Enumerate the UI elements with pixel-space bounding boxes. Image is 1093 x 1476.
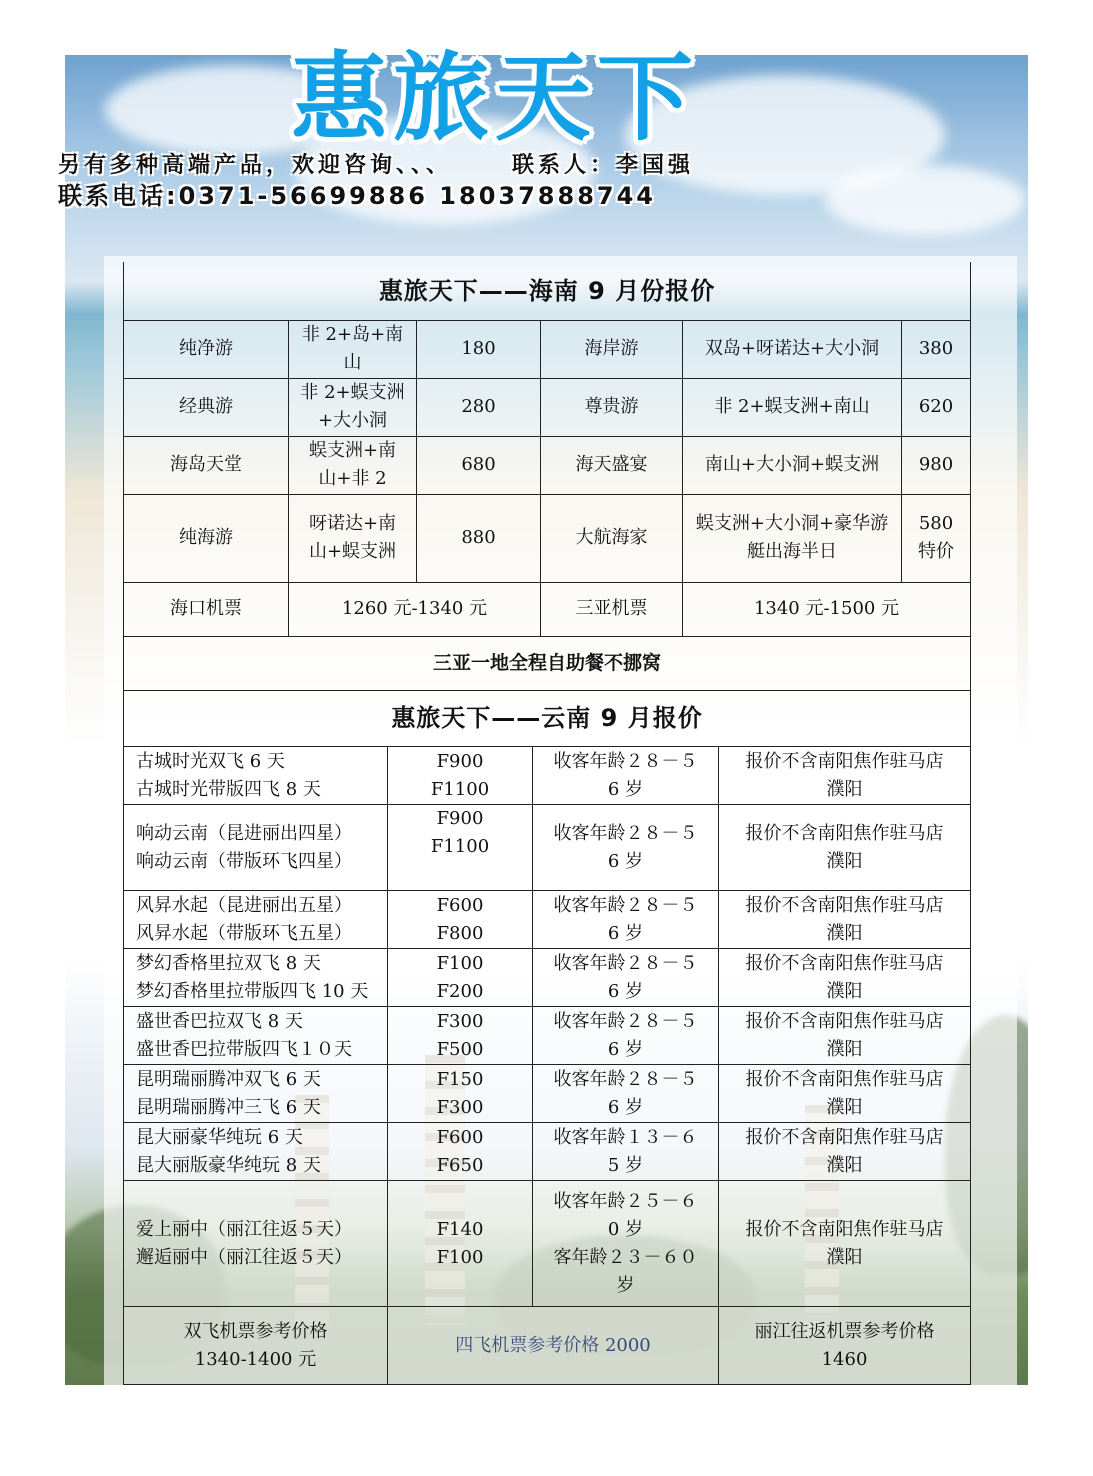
table-row	[124, 1181, 971, 1307]
price-remark: 报价不含南阳焦作驻马店 濮阳	[719, 1181, 971, 1307]
promo-text: 另有多种高端产品，欢迎咨询、、、	[58, 153, 453, 178]
table-row	[124, 1123, 971, 1181]
package-price: 680	[417, 436, 541, 494]
table-row	[124, 1065, 971, 1123]
age-limit: 收客年龄２８－５ 6 岁	[533, 805, 719, 891]
age-limit: 收客年龄２５－６ 0 岁 客年龄２３－６０ 岁	[533, 1181, 719, 1307]
package-price: 180	[417, 320, 541, 378]
contact-line-1	[58, 148, 694, 179]
contact-person: 联系人：李国强	[512, 153, 695, 178]
package-price: 620	[902, 378, 971, 436]
table-row	[124, 320, 971, 378]
route-names: 风昇水起（昆进丽出五星） 风昇水起（带版环飞五星）	[124, 891, 388, 949]
brand-title: 惠旅天下	[291, 42, 699, 154]
package-route: 呀诺达+南 山+蜈支洲	[289, 494, 417, 582]
ticket-label: 海口机票	[124, 582, 289, 636]
package-name: 大航海家	[541, 494, 683, 582]
route-prices: F900 F1100	[388, 747, 533, 805]
cloud-decoration	[825, 165, 1025, 235]
package-route: 双岛+呀诺达+大小洞	[683, 320, 902, 378]
route-prices: F600 F650	[388, 1123, 533, 1181]
price-remark: 报价不含南阳焦作驻马店 濮阳	[719, 805, 971, 891]
package-price: 880	[417, 494, 541, 582]
table-row	[124, 1007, 971, 1065]
route-prices: F150 F300	[388, 1065, 533, 1123]
route-prices: F140 F100	[388, 1181, 533, 1307]
package-route: 非 2+蜈支洲 +大小洞	[289, 378, 417, 436]
package-name: 海天盛宴	[541, 436, 683, 494]
yunnan-title-row	[124, 690, 971, 746]
package-name: 经典游	[124, 378, 289, 436]
price-remark: 报价不含南阳焦作驻马店 濮阳	[719, 1065, 971, 1123]
table-row	[124, 494, 971, 582]
age-limit: 收客年龄２８－５ 6 岁	[533, 891, 719, 949]
package-price: 380	[902, 320, 971, 378]
package-name: 尊贵游	[541, 378, 683, 436]
package-name: 纯海游	[124, 494, 289, 582]
package-route: 蜈支洲+大小洞+豪华游 艇出海半日	[683, 494, 902, 582]
price-remark: 报价不含南阳焦作驻马店 濮阳	[719, 1007, 971, 1065]
airfare-lijiang: 丽江往返机票参考价格 1460	[719, 1307, 971, 1385]
table-row	[124, 805, 971, 891]
table-row	[124, 378, 971, 436]
route-prices: F100 F200	[388, 949, 533, 1007]
yunnan-title: 惠旅天下——云南 9 月报价	[124, 690, 971, 746]
route-prices: F900 F1100	[388, 805, 533, 891]
airfare-quad: 四飞机票参考价格 2000	[388, 1307, 719, 1385]
yunnan-price-table	[123, 746, 971, 1385]
route-names: 昆明瑞丽腾冲双飞 6 天 昆明瑞丽腾冲三飞 6 天	[124, 1065, 388, 1123]
route-prices: F600 F800	[388, 891, 533, 949]
package-name: 海岸游	[541, 320, 683, 378]
age-limit: 收客年龄２８－５ 6 岁	[533, 1065, 719, 1123]
ticket-price: 1340 元-1500 元	[683, 582, 971, 636]
note-row	[124, 636, 971, 690]
contact-phone: 联系电话:0371-56699886 18037888744	[58, 182, 656, 210]
table-row	[124, 949, 971, 1007]
airfare-double: 双飞机票参考价格 1340-1400 元	[124, 1307, 388, 1385]
package-route: 蜈支洲+南 山+非 2	[289, 436, 417, 494]
package-route: 非 2+蜈支洲+南山	[683, 378, 902, 436]
price-remark: 报价不含南阳焦作驻马店 濮阳	[719, 747, 971, 805]
package-price: 980	[902, 436, 971, 494]
ticket-label: 三亚机票	[541, 582, 683, 636]
age-limit: 收客年龄１３－６ 5 岁	[533, 1123, 719, 1181]
route-names: 古城时光双飞 6 天 古城时光带版四飞 8 天	[124, 747, 388, 805]
ticket-price: 1260 元-1340 元	[289, 582, 541, 636]
airfare-row	[124, 1307, 971, 1385]
hainan-title: 惠旅天下——海南 9 月份报价	[124, 262, 971, 320]
package-name: 海岛天堂	[124, 436, 289, 494]
route-names: 昆大丽豪华纯玩 6 天 昆大丽版豪华纯玩 8 天	[124, 1123, 388, 1181]
route-names: 响动云南（昆进丽出四星） 响动云南（带版环飞四星）	[124, 805, 388, 891]
route-prices: F300 F500	[388, 1007, 533, 1065]
route-names: 爱上丽中（丽江往返５天） 邂逅丽中（丽江往返５天）	[124, 1181, 388, 1307]
ticket-row	[124, 582, 971, 636]
hainan-price-table	[123, 262, 971, 747]
package-price: 280	[417, 378, 541, 436]
package-route: 非 2+岛+南 山	[289, 320, 417, 378]
package-route: 南山+大小洞+蜈支洲	[683, 436, 902, 494]
table-row	[124, 891, 971, 949]
age-limit: 收客年龄２８－５ 6 岁	[533, 747, 719, 805]
age-limit: 收客年龄２８－５ 6 岁	[533, 1007, 719, 1065]
hainan-title-row	[124, 262, 971, 320]
hainan-note: 三亚一地全程自助餐不挪窝	[124, 636, 971, 690]
age-limit: 收客年龄２８－５ 6 岁	[533, 949, 719, 1007]
table-row	[124, 747, 971, 805]
price-remark: 报价不含南阳焦作驻马店 濮阳	[719, 1123, 971, 1181]
route-names: 盛世香巴拉双飞 8 天 盛世香巴拉带版四飞１０天	[124, 1007, 388, 1065]
route-names: 梦幻香格里拉双飞 8 天 梦幻香格里拉带版四飞 10 天	[124, 949, 388, 1007]
package-price: 580 特价	[902, 494, 971, 582]
price-remark: 报价不含南阳焦作驻马店 濮阳	[719, 891, 971, 949]
package-name: 纯净游	[124, 320, 289, 378]
table-row	[124, 436, 971, 494]
price-remark: 报价不含南阳焦作驻马店 濮阳	[719, 949, 971, 1007]
